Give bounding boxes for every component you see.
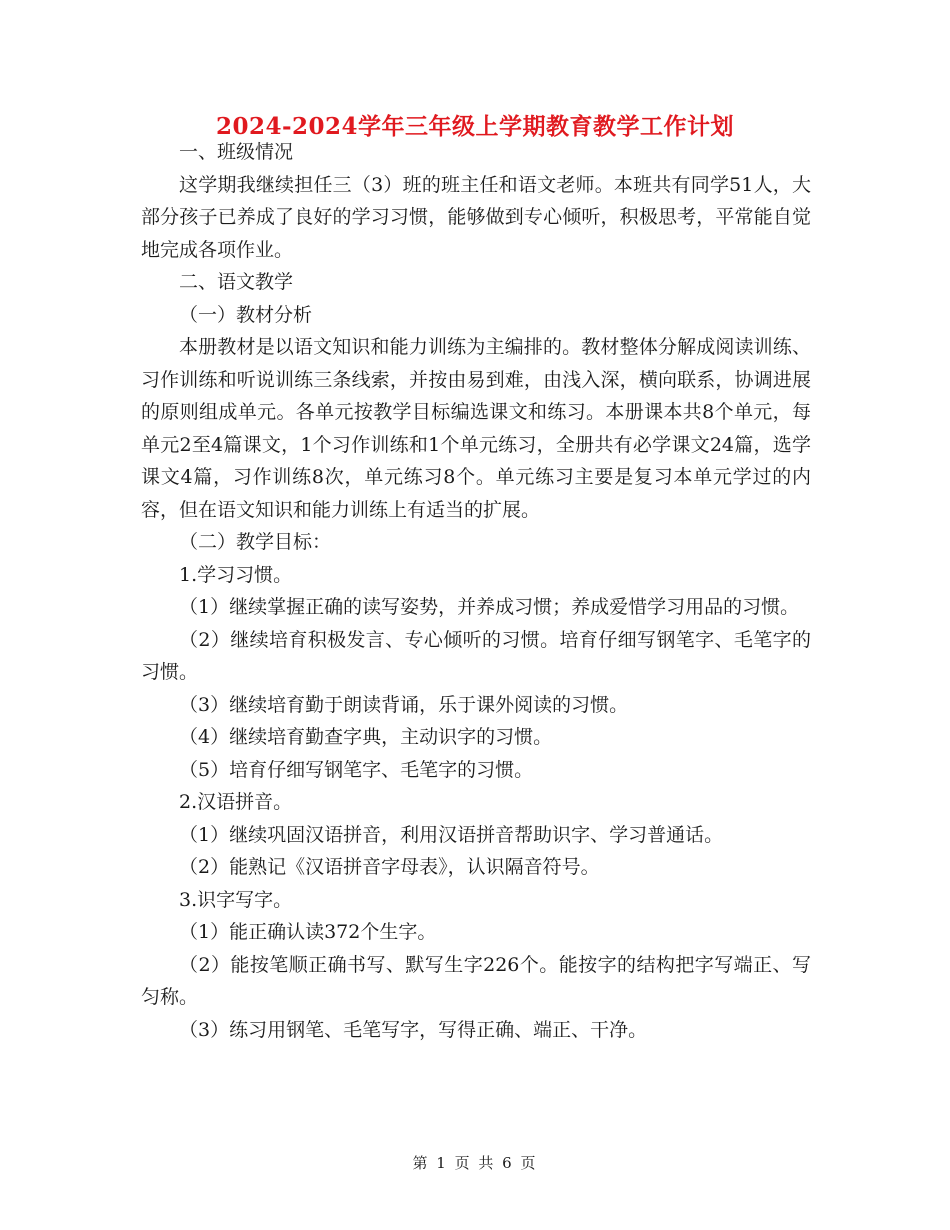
list-item: （4）继续培育勤查字典，主动识字的习惯。 [179,726,553,748]
document-body [141,136,811,1046]
list-item: （2）能按笔顺正确书写、默写生字226个。能按字的结构把字写端正、写匀称。 [141,953,811,1008]
list-item: （1）继续掌握正确的读写姿势，并养成习惯；养成爱惜学习用品的习惯。 [179,596,800,618]
heading-class-situation: 一、班级情况 [179,141,294,163]
document-title: 2024-2024学年三年级上学期教育教学工作计划 [215,113,735,140]
page-number-footer: 第 1 页 共 6 页 [412,1154,538,1172]
subheading-teaching-goals: （二）教学目标： [179,531,332,553]
list-heading-pinyin: 2.汉语拼音。 [179,791,293,813]
heading-chinese-teaching: 二、语文教学 [179,271,294,293]
list-heading-study-habits: 1.学习习惯。 [179,563,293,586]
list-item: （3）练习用钢笔、毛笔写字，写得正确、端正、干净。 [179,1018,648,1041]
list-item: （1）能正确认读372个生字。 [179,921,437,943]
list-item: （1）继续巩固汉语拼音，利用汉语拼音帮助识字、学习普通话。 [179,823,724,846]
list-item: （2）能熟记《汉语拼音字母表》，认识隔音符号。 [179,856,600,878]
subheading-textbook-analysis: （一）教材分析 [179,303,313,326]
paragraph-textbook-analysis: 本册教材是以语文知识和能力训练为主编排的。教材整体分解成阅读训练、习作训练和听说训练三条线索，并按由易到难，由浅入深，横向联系，协调进展的原则组成单元。各单元按教学目标编选课文和练习。本册课本共8个单元，每单元2至4篇课文，1个习作训练和1个单元练习，全册共有必学课文24篇，选学课文4篇，习作训练8次，单元练习8个。单元练习主要是复习本单元学过的内容，但在语文知识和能力训练上有适当的扩展。 [141,336,811,521]
list-item: （5）培育仔细写钢笔字、毛笔字的习惯。 [179,758,534,781]
list-heading-literacy-writing: 3.识字写字。 [179,888,293,911]
paragraph-class-description: 这学期我继续担任三（3）班的班主任和语文老师。本班共有同学51人，大部分孩子已养成了良好的学习习惯，能够做到专心倾听，积极思考，平常能自觉地完成各项作业。 [141,173,811,261]
list-item: （2）继续培育积极发言、专心倾听的习惯。培育仔细写钢笔字、毛笔字的习惯。 [141,628,811,683]
list-item: （3）继续培育勤于朗读背诵，乐于课外阅读的习惯。 [179,693,629,716]
